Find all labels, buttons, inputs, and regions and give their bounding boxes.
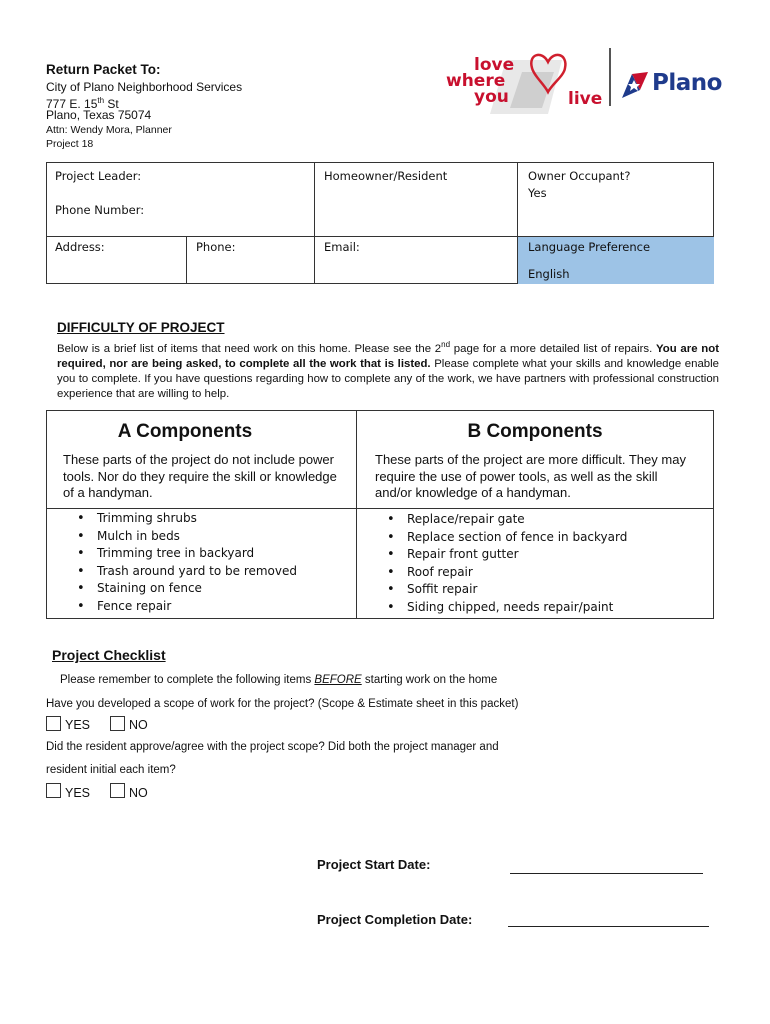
table-divider (517, 163, 518, 284)
table-divider (314, 163, 315, 284)
a-components-title: A Components (117, 421, 253, 442)
project-start-date-field[interactable] (510, 873, 703, 874)
b-component-item: • Replace section of fence in backyard (363, 529, 703, 547)
svg-text:you: you (474, 87, 509, 107)
checklist-title: Project Checklist (52, 647, 166, 663)
svg-text:where: where (446, 71, 506, 91)
question-approval-line1: Did the resident approve/agree with the project scope? Did both the project manager and (46, 741, 499, 753)
table-divider (186, 237, 187, 284)
language-preference-label: Language Preference (528, 240, 651, 254)
q2-no-checkbox[interactable] (110, 783, 125, 798)
q1-yes-label: YES (65, 718, 91, 732)
a-components-list (53, 510, 353, 615)
project-info-table (46, 162, 714, 284)
b-component-item: • Replace/repair gate (363, 511, 703, 529)
a-component-item: • Trash around yard to be removed (53, 563, 353, 581)
svg-text:love: love (474, 55, 515, 75)
owner-occupant-value: Yes (528, 186, 547, 200)
return-org: City of Plano Neighborhood Services (46, 80, 243, 94)
components-table (46, 410, 714, 619)
q2-no-label: NO (129, 786, 148, 800)
project-leader-label: Project Leader: (55, 169, 142, 183)
a-component-item: • Trimming shrubs (53, 510, 353, 528)
q2-yes-label: YES (65, 786, 91, 800)
q1-yes-checkbox[interactable] (46, 716, 61, 731)
project-completion-date-field[interactable] (508, 926, 709, 927)
table-divider (47, 236, 713, 237)
q1-no-label: NO (129, 718, 148, 732)
q1-no-checkbox[interactable] (110, 716, 125, 731)
return-packet-title: Return Packet To: (46, 62, 161, 77)
return-attn: Attn: Wendy Mora, Planner (46, 124, 172, 136)
project-completion-date-label: Project Completion Date: (317, 912, 473, 927)
difficulty-title: DIFFICULTY OF PROJECT (57, 320, 225, 335)
difficulty-bold-note: You are not required, nor are being asked, to complete all the work that is listed. (57, 342, 719, 370)
logo-divider (609, 48, 611, 106)
b-component-item: • Siding chipped, needs repair/paint (363, 599, 703, 617)
homeowner-label: Homeowner/Resident (324, 169, 448, 183)
difficulty-description: Below is a brief list of items that need work on this home. Please see the 2nd page for a more detailed list of repairs. You are not required, nor are being asked, to complete all the work that is listed. Please complete what your skills and knowledge enable you to complete. If you have questions regarding how to complete any of the work, we have partners with professional construction experience that are willing to help. (57, 340, 719, 400)
a-component-item: • Staining on fence (53, 580, 353, 598)
a-components-description: These parts of the project do not include power tools. Nor do they require the skill or knowledge of a handyman. (63, 452, 337, 500)
b-components-description: These parts of the project are more difficult. They may require the use of power tools, as well as the skill and/or knowledge of a handyman. (375, 452, 686, 500)
return-street: 777 E. 15th St (46, 96, 119, 111)
a-component-item: • Fence repair (53, 598, 353, 616)
svg-text:live: live (568, 89, 603, 109)
email-label: Email: (324, 240, 360, 254)
a-component-item: • Trimming tree in backyard (53, 545, 353, 563)
address-label: Address: (55, 240, 105, 254)
plano-star-icon (618, 68, 654, 104)
b-component-item: • Soffit repair (363, 581, 703, 599)
checklist-reminder: Please remember to complete the following items BEFORE starting work on the home (60, 674, 498, 686)
language-preference-value: English (528, 267, 570, 281)
question-approval-line2: resident initial each item? (46, 764, 176, 776)
return-city: Plano, Texas 75074 (46, 108, 152, 122)
phone-label: Phone: (196, 240, 236, 254)
b-components-title: B Components (467, 421, 603, 442)
plano-logo-text: Plano (652, 70, 722, 96)
b-component-item: • Repair front gutter (363, 546, 703, 564)
love-where-you-live-logo (444, 48, 614, 118)
owner-occupant-label: Owner Occupant? (528, 169, 631, 183)
q2-yes-checkbox[interactable] (46, 783, 61, 798)
b-component-item: • Roof repair (363, 564, 703, 582)
return-project: Project 18 (46, 138, 94, 150)
question-scope: Have you developed a scope of work for the project? (Scope & Estimate sheet in this packet) (46, 698, 519, 710)
a-component-item: • Mulch in beds (53, 528, 353, 546)
project-start-date-label: Project Start Date: (317, 857, 431, 872)
b-components-list (363, 511, 703, 616)
phone-number-label: Phone Number: (55, 203, 145, 217)
table-divider (47, 508, 713, 509)
